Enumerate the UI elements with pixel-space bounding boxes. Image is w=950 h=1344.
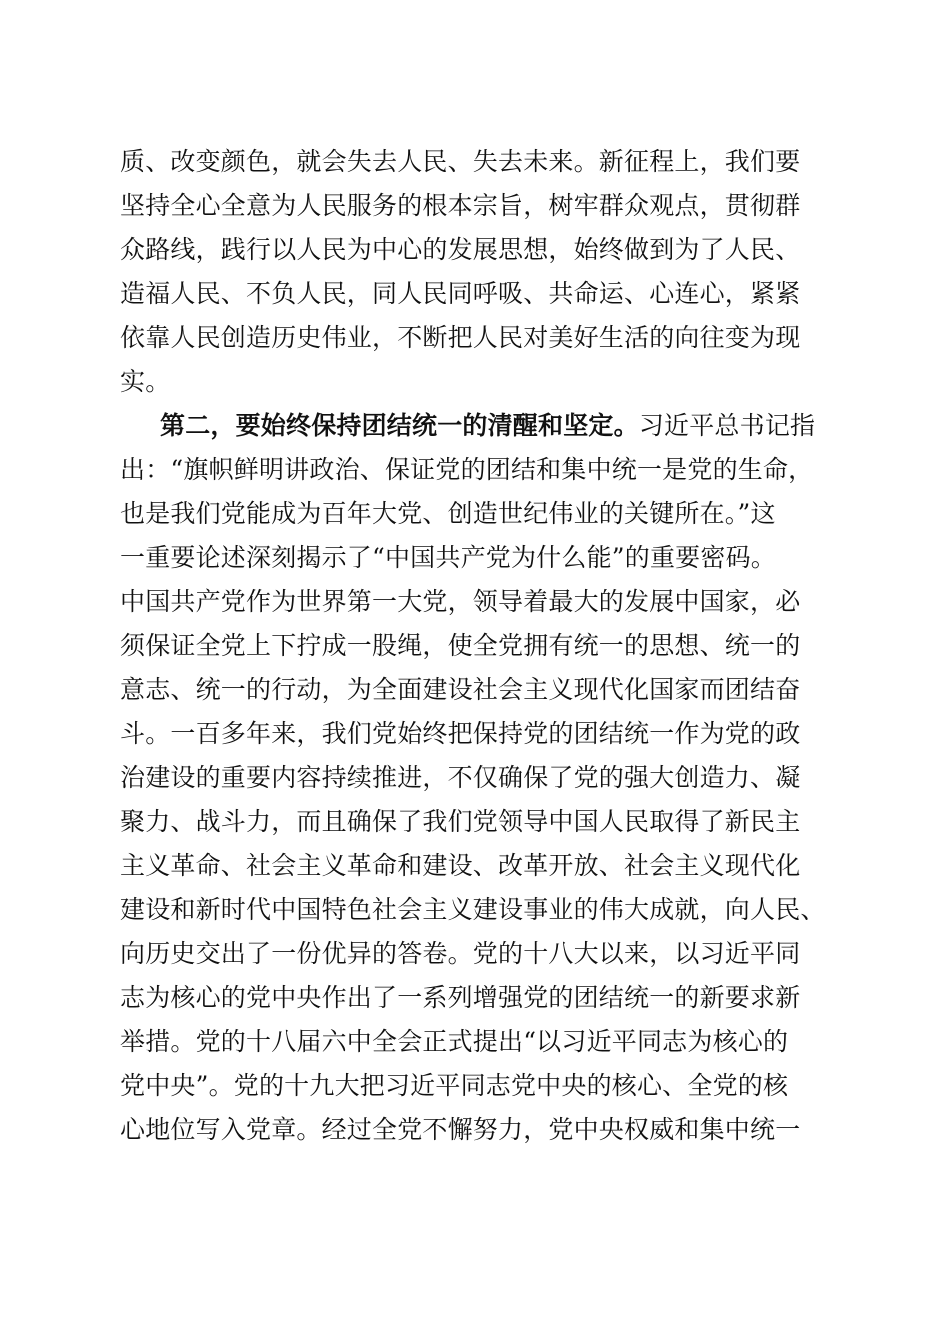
text-line: 一重要论述深刻揭示了“中国共产党为什么能”的重要密码。 <box>120 543 776 572</box>
text-line: 举措。党的十八届六中全会正式提出“以习近平同志为核心的 <box>120 1027 789 1056</box>
text-line: 依靠人民创造历史伟业，不断把人民对美好生活的向往变为现 <box>120 323 801 352</box>
text-line: 众路线，践行以人民为中心的发展思想，始终做到为了人民、 <box>120 235 801 264</box>
paragraph-heading: 第二，要始终保持团结统一的清醒和坚定。 <box>160 411 639 440</box>
text-line: 党中央”。党的十九大把习近平同志党中央的核心、全党的核 <box>120 1071 789 1100</box>
text-line: 治建设的重要内容持续推进，不仅确保了党的强大创造力、凝 <box>120 763 801 792</box>
text-line: 心地位写入党章。经过全党不懈努力，党中央权威和集中统一 <box>120 1115 801 1144</box>
text-line: 中国共产党作为世界第一大党，领导着最大的发展中国家，必 <box>120 587 801 616</box>
text-line: 造福人民、不负人民，同人民同呼吸、共命运、心连心，紧紧 <box>120 279 801 308</box>
text-line: 也是我们党能成为百年大党、创造世纪伟业的关键所在。”这 <box>120 499 776 528</box>
text-line: 聚力、战斗力，而且确保了我们党领导中国人民取得了新民主 <box>120 807 801 836</box>
text-line: 斗。一百多年来，我们党始终把保持党的团结统一作为党的政 <box>120 719 801 748</box>
text-line: 主义革命、社会主义革命和建设、改革开放、社会主义现代化 <box>120 851 801 880</box>
text-line: 向历史交出了一份优异的答卷。党的十八大以来，以习近平同 <box>120 939 801 968</box>
paragraph-heading-line: 第二，要始终保持团结统一的清醒和坚定。习近平总书记指 <box>160 411 816 440</box>
text-line: 须保证全党上下拧成一股绳，使全党拥有统一的思想、统一的 <box>120 631 801 660</box>
text-line: 实。 <box>120 367 171 396</box>
text-line: 质、改变颜色，就会失去人民、失去未来。新征程上，我们要 <box>120 147 801 176</box>
text-line: 志为核心的党中央作出了一系列增强党的团结统一的新要求新 <box>120 983 801 1012</box>
text-line: 意志、统一的行动，为全面建设社会主义现代化国家而团结奋 <box>120 675 801 704</box>
text-line: 坚持全心全意为人民服务的根本宗旨，树牢群众观点，贯彻群 <box>120 191 801 220</box>
text-line: 建设和新时代中国特色社会主义建设事业的伟大成就，向人民、 <box>120 895 826 924</box>
text-line: 出：“旗帜鲜明讲政治、保证党的团结和集中统一是党的生命， <box>120 455 814 484</box>
